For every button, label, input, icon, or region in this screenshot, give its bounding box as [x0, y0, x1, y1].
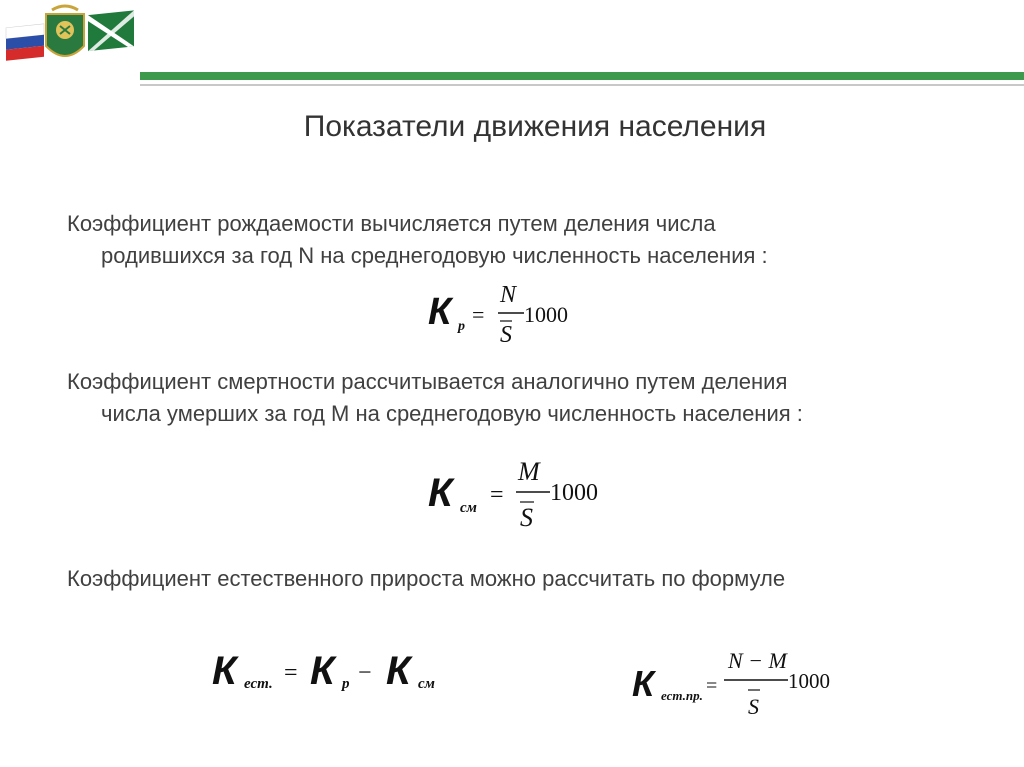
formula-sub: р: [458, 319, 465, 334]
formula-sub3: см: [418, 676, 435, 692]
death-rate-formula: [428, 450, 618, 530]
birth-rate-line2: родившихся за год N на среднегодовую численность населения :: [101, 243, 768, 268]
formula-num: N − M: [728, 648, 787, 673]
formula-sub: ест.пр.: [661, 688, 703, 703]
formula-den: S: [520, 503, 533, 532]
death-rate-line1: Коэффициент смертности рассчитывается аналогично путем деления: [67, 369, 788, 394]
header-divider: [140, 84, 1024, 86]
formula-sub2: р: [342, 676, 350, 692]
death-rate-paragraph: [67, 366, 967, 430]
natural-increase-line1: Коэффициент естественного прироста можно рассчитать по формуле: [67, 566, 786, 591]
formula-k: К: [428, 471, 453, 515]
formula-minus: −: [358, 660, 372, 686]
header-band: [140, 72, 1024, 80]
formula-k1: К: [212, 649, 237, 693]
formula-num: N: [500, 282, 517, 308]
natural-increase-formula-a: [212, 640, 472, 696]
natural-increase-formula-b: [632, 640, 852, 720]
formula-eq: =: [284, 660, 298, 686]
formula-den: S: [748, 694, 759, 719]
formula-mult: 1000: [524, 302, 568, 327]
birth-rate-line1: Коэффициент рождаемости вычисляется путем деления числа: [67, 211, 716, 236]
formula-mult: 1000: [788, 669, 830, 693]
formula-eq: =: [490, 482, 504, 508]
formula-sub: см: [460, 500, 477, 516]
emblem-flags-logo: [4, 4, 138, 66]
formula-mult: 1000: [550, 480, 598, 506]
birth-rate-paragraph: [67, 208, 967, 272]
formula-sub1: ест.: [244, 676, 273, 692]
formula-num: М: [518, 457, 540, 486]
slide-title: Показатели движения населения: [303, 110, 767, 143]
formula-k: К: [428, 291, 452, 333]
formula-eq: =: [472, 302, 485, 327]
death-rate-line2: числа умерших за год М на среднегодовую численность населения :: [101, 401, 803, 426]
formula-den: S: [500, 322, 512, 348]
formula-k3: К: [386, 649, 411, 693]
formula-k2: К: [310, 649, 335, 693]
birth-rate-formula: [428, 276, 588, 348]
formula-k: К: [632, 663, 655, 704]
formula-eq: =: [706, 675, 718, 697]
natural-increase-paragraph: [67, 563, 967, 595]
